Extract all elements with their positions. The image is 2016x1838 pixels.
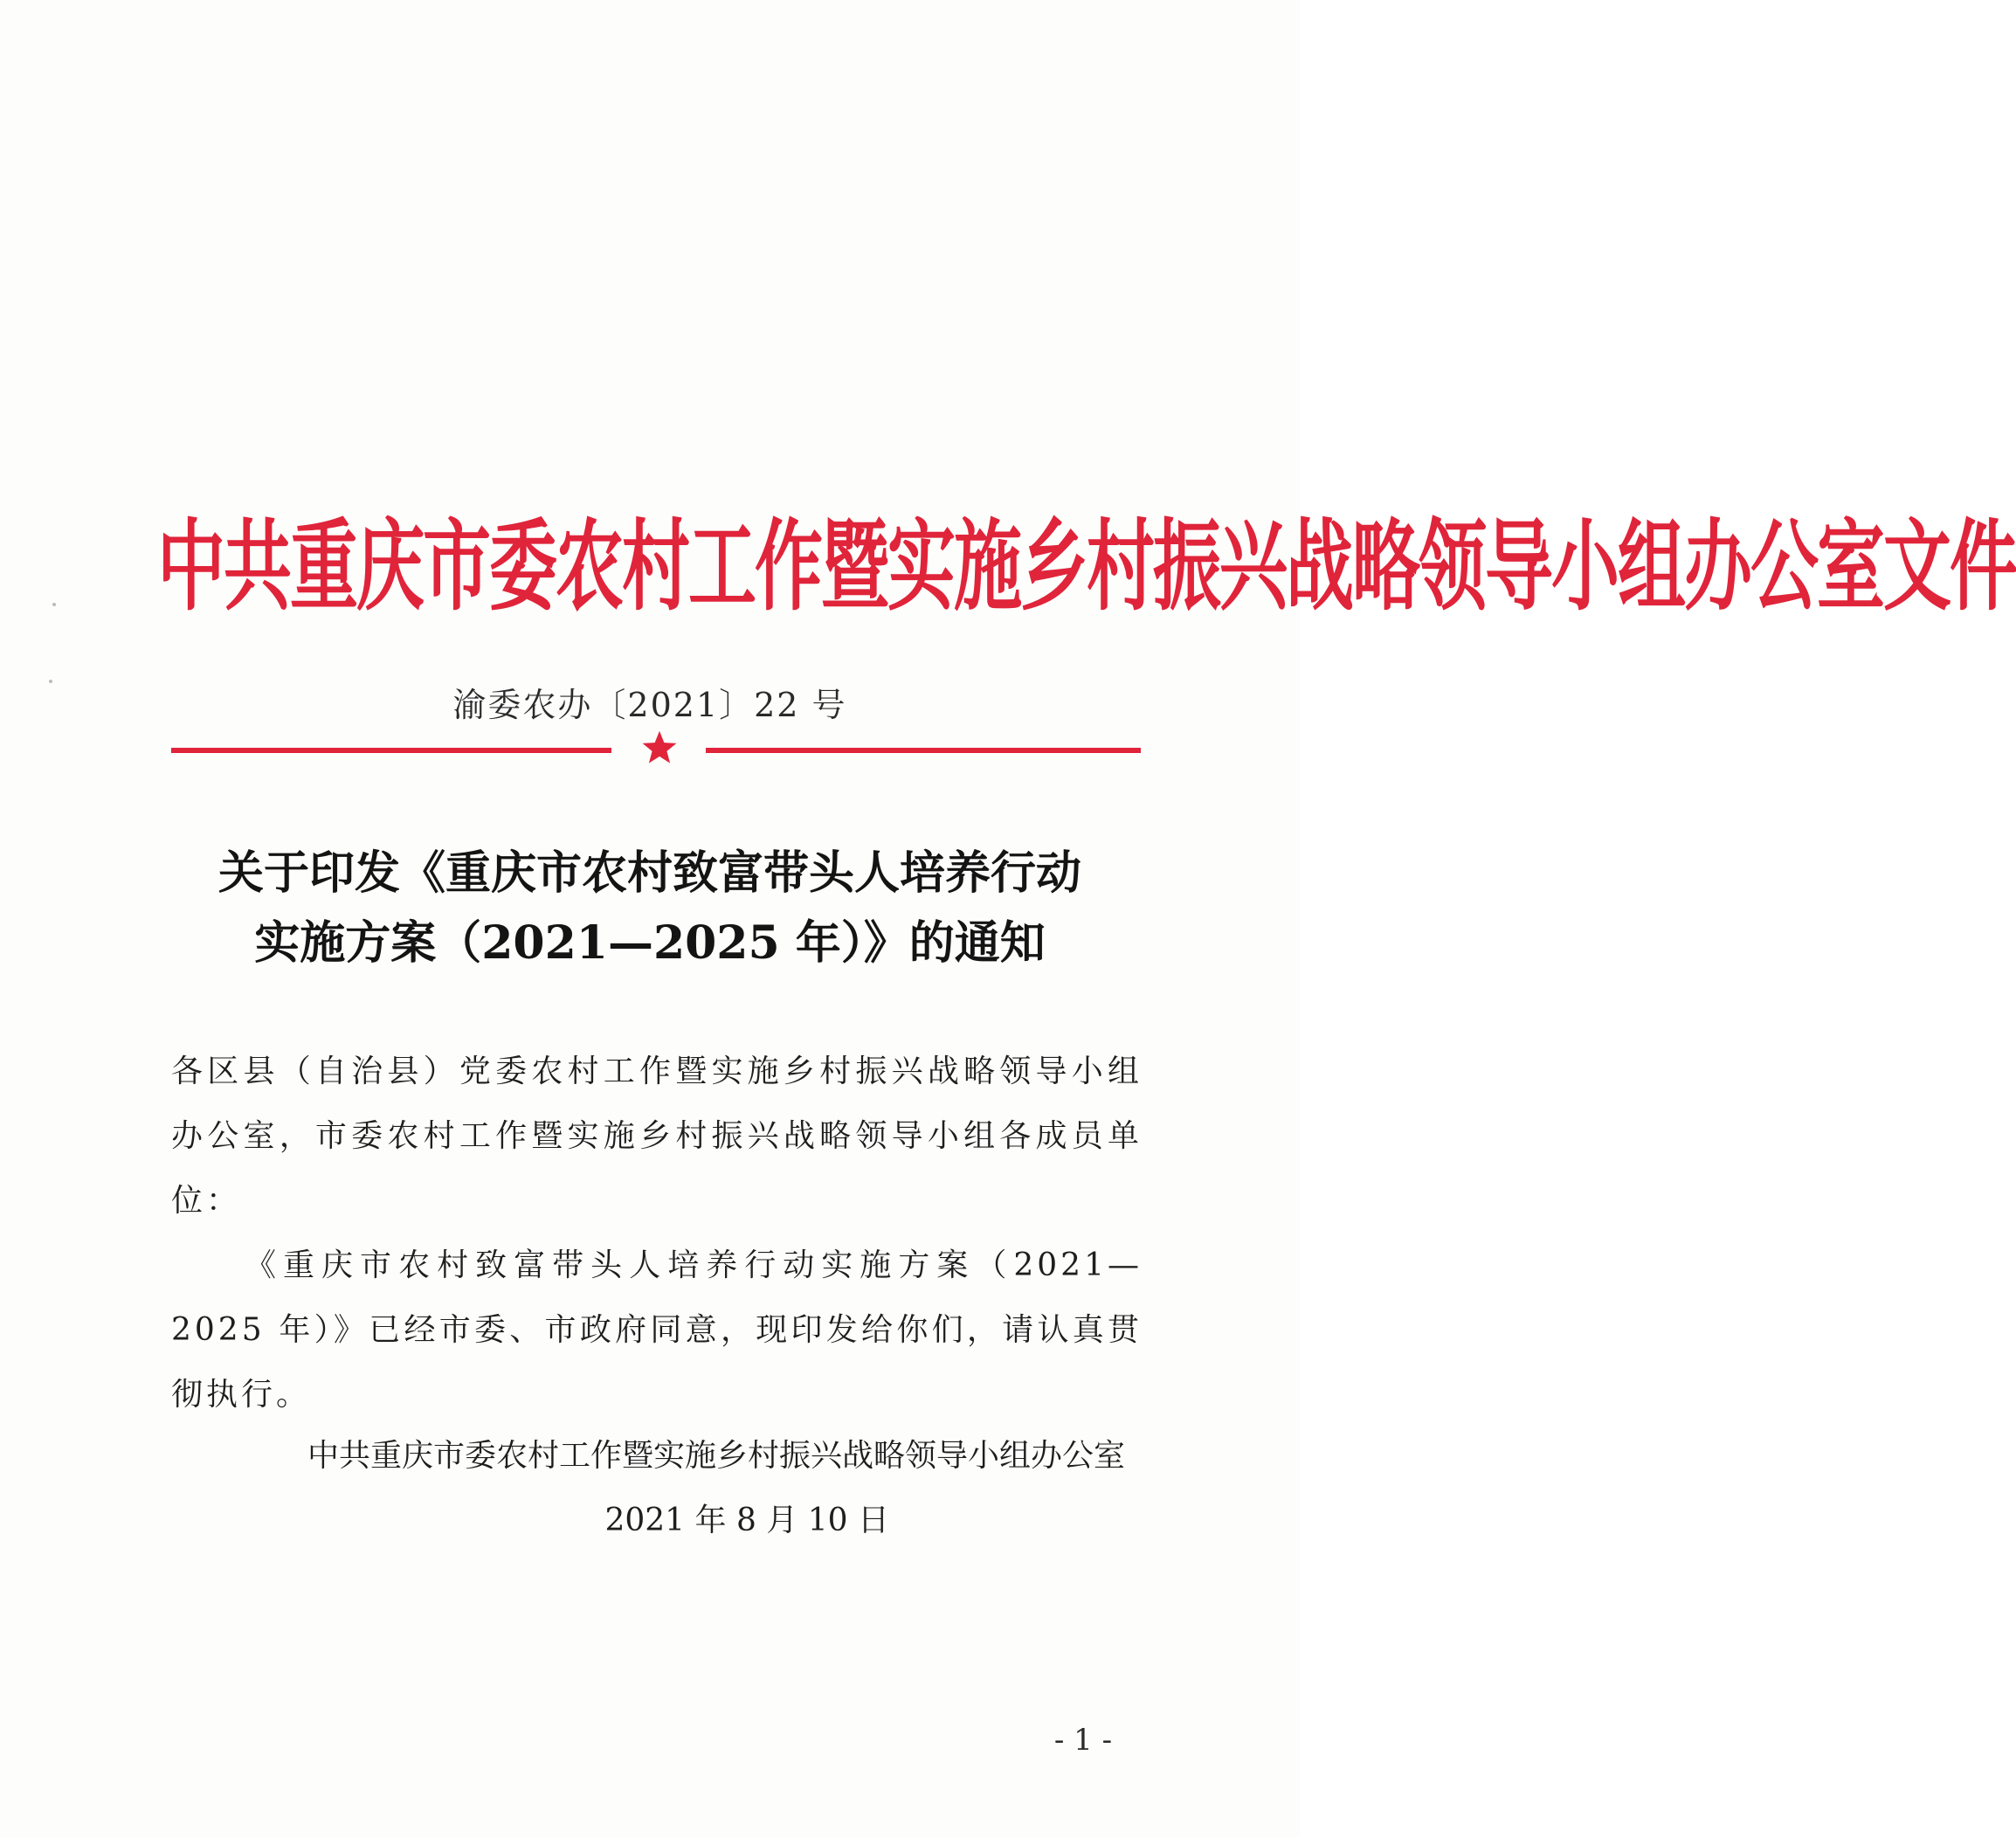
signature-date: 2021 年 8 月 10 日 — [604, 1503, 889, 1538]
document-title-line-2: 实施方案（2021—2025 年）》的通知 — [254, 916, 1046, 970]
document-title — [122, 839, 1177, 978]
star-icon — [640, 729, 679, 767]
document-title-line-1: 关于印发《重庆市农村致富带头人培养行动 — [217, 846, 1081, 900]
document-number: 渝委农办〔2021〕22 号 — [452, 686, 847, 724]
page-number: - 1 - — [1053, 1723, 1113, 1758]
salutation: 各区县（自治县）党委农村工作暨实施乡村振兴战略领导小组办公室，市委农村工作暨实施乡村振兴战略领导小组各成员单位： — [171, 1054, 1143, 1219]
issuer-red-header: 中共重庆市委农村工作暨实施乡村振兴战略领导小组办公室文件 — [157, 510, 2016, 625]
document-body — [171, 1040, 1143, 1427]
red-rule-right — [706, 748, 1141, 753]
body-paragraph: 《重庆市农村致富带头人培养行动实施方案（2021—2025 年）》已经市委、市政府同意，现印发给你们，请认真贯彻执行。 — [171, 1247, 1143, 1413]
red-rule-left — [171, 748, 611, 753]
signature-org: 中共重庆市委农村工作暨实施乡村振兴战略领导小组办公室 — [307, 1438, 1125, 1474]
scan-speck — [52, 603, 56, 606]
signature-block — [175, 1424, 1125, 1553]
